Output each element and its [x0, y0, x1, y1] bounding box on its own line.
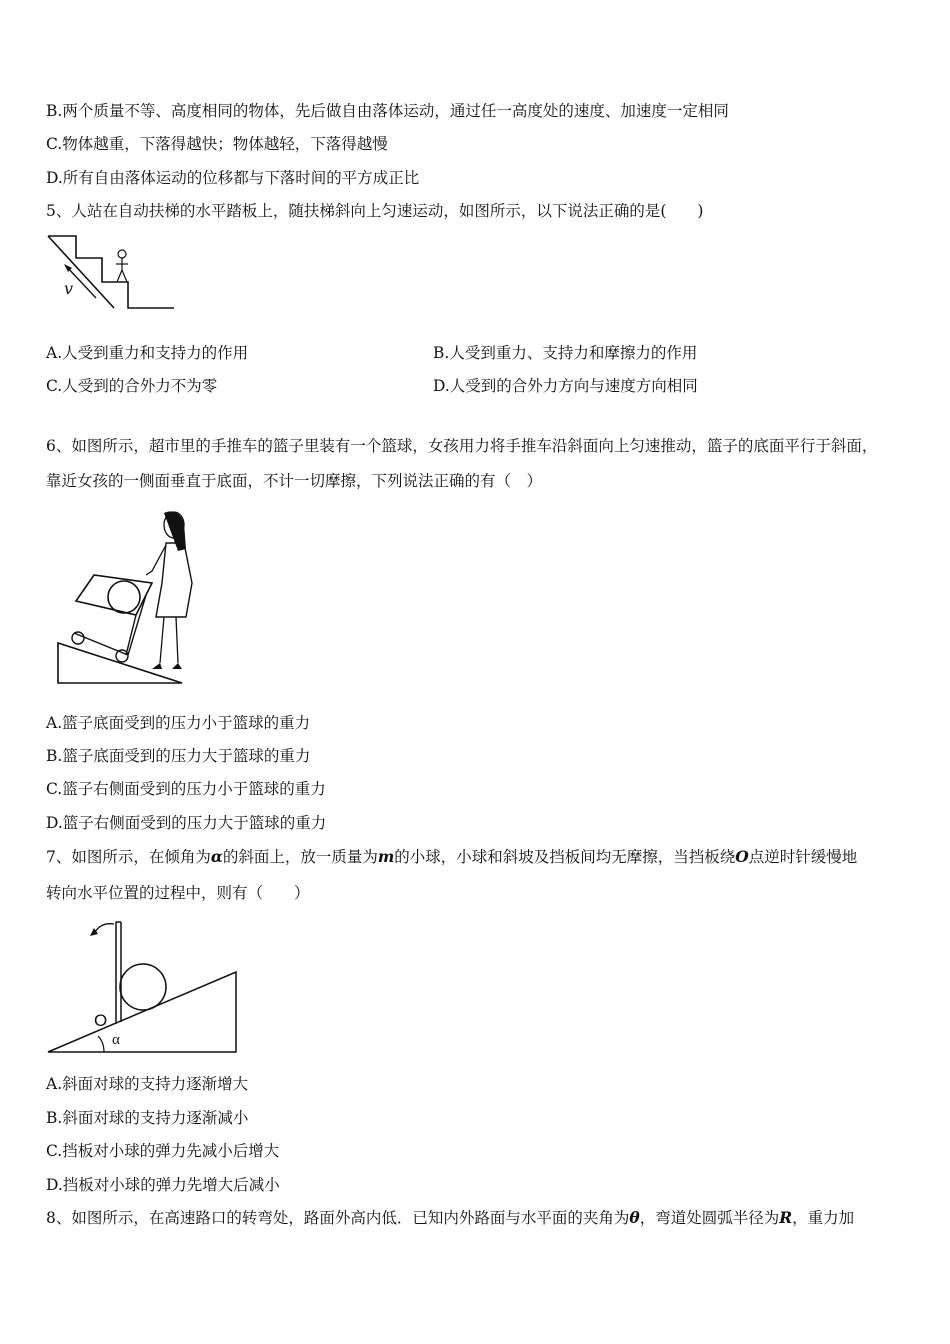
- velocity-label: v: [64, 279, 74, 298]
- q6-option-d: D.篮子右侧面受到的压力大于篮球的重力: [46, 814, 327, 832]
- q6-stem-line2: 靠近女孩的一侧面垂直于底面，不计一切摩擦，下列说法正确的有（ ）: [46, 472, 543, 490]
- q7-option-a: A.斜面对球的支持力逐渐增大: [46, 1075, 249, 1093]
- q5-option-b: B.人受到重力、支持力和摩擦力的作用: [433, 344, 698, 362]
- q6-option-a: A.篮子底面受到的压力小于篮球的重力: [46, 714, 311, 732]
- q8-stem-part1: 8、如图所示，在高速路口的转弯处，路面外高内低．已知内外路面与水平面的夹角为: [46, 1209, 630, 1227]
- q5-option-d: D.人受到的合外力方向与速度方向相同: [433, 377, 698, 395]
- q7-stem-part4: 点逆时针缓慢地: [748, 848, 858, 866]
- q5-stem: 5、人站在自动扶梯的水平踏板上，随扶梯斜向上匀速运动，如图所示，以下说法正确的是( ): [46, 202, 704, 220]
- escalator-figure: [46, 232, 178, 314]
- angle-alpha-label: α: [112, 1032, 120, 1048]
- q8-stem-part2: ，弯道处圆弧半径为: [639, 1209, 780, 1227]
- q7-stem-part1: 7、如图所示，在倾角为: [46, 848, 211, 866]
- q7-option-b: B.斜面对球的支持力逐渐减小: [46, 1109, 249, 1127]
- q7-stem-line2: 转向水平位置的过程中，则有（ ）: [46, 884, 310, 902]
- point-o-symbol: O: [735, 847, 749, 866]
- radius-symbol: R: [779, 1208, 793, 1227]
- q5-option-a: A.人受到重力和支持力的作用: [46, 344, 249, 362]
- alpha-symbol: α: [210, 847, 223, 866]
- q6-option-c: C.篮子右侧面受到的压力小于篮球的重力: [46, 780, 326, 798]
- q5-option-c: C.人受到的合外力不为零: [46, 377, 218, 395]
- theta-symbol: θ: [629, 1208, 640, 1227]
- incline-ball-figure: [46, 918, 241, 1058]
- shopping-cart-figure: [54, 505, 199, 687]
- q6-option-b: B.篮子底面受到的压力大于篮球的重力: [46, 747, 311, 765]
- q8-stem: [46, 1207, 854, 1229]
- q7-stem-part2: 的斜面上，放一质量为: [222, 848, 378, 866]
- mass-symbol: m: [377, 847, 395, 866]
- q4-option-b: B.两个质量不等、高度相同的物体，先后做自由落体运动，通过任一高度处的速度、加速度一定相同: [46, 102, 729, 120]
- q7-stem-part3: 的小球，小球和斜坡及挡板间均无摩擦，当挡板绕: [394, 848, 736, 866]
- q4-option-c: C.物体越重，下落得越快；物体越轻，下落得越慢: [46, 135, 388, 153]
- q7-option-d: D.挡板对小球的弹力先增大后减小: [46, 1176, 280, 1194]
- q4-option-d: D.所有自由落体运动的位移都与下落时间的平方成正比: [46, 169, 420, 187]
- q6-stem-line1: 6、如图所示，超市里的手推车的篮子里装有一个篮球，女孩用力将手推车沿斜面向上匀速推动，篮子的底面平行于斜面，: [46, 437, 878, 455]
- q7-stem-line1: [46, 846, 857, 868]
- q7-option-c: C.挡板对小球的弹力先减小后增大: [46, 1142, 280, 1160]
- point-o-label: O: [94, 1011, 108, 1030]
- q8-stem-part3: ，重力加: [792, 1209, 855, 1227]
